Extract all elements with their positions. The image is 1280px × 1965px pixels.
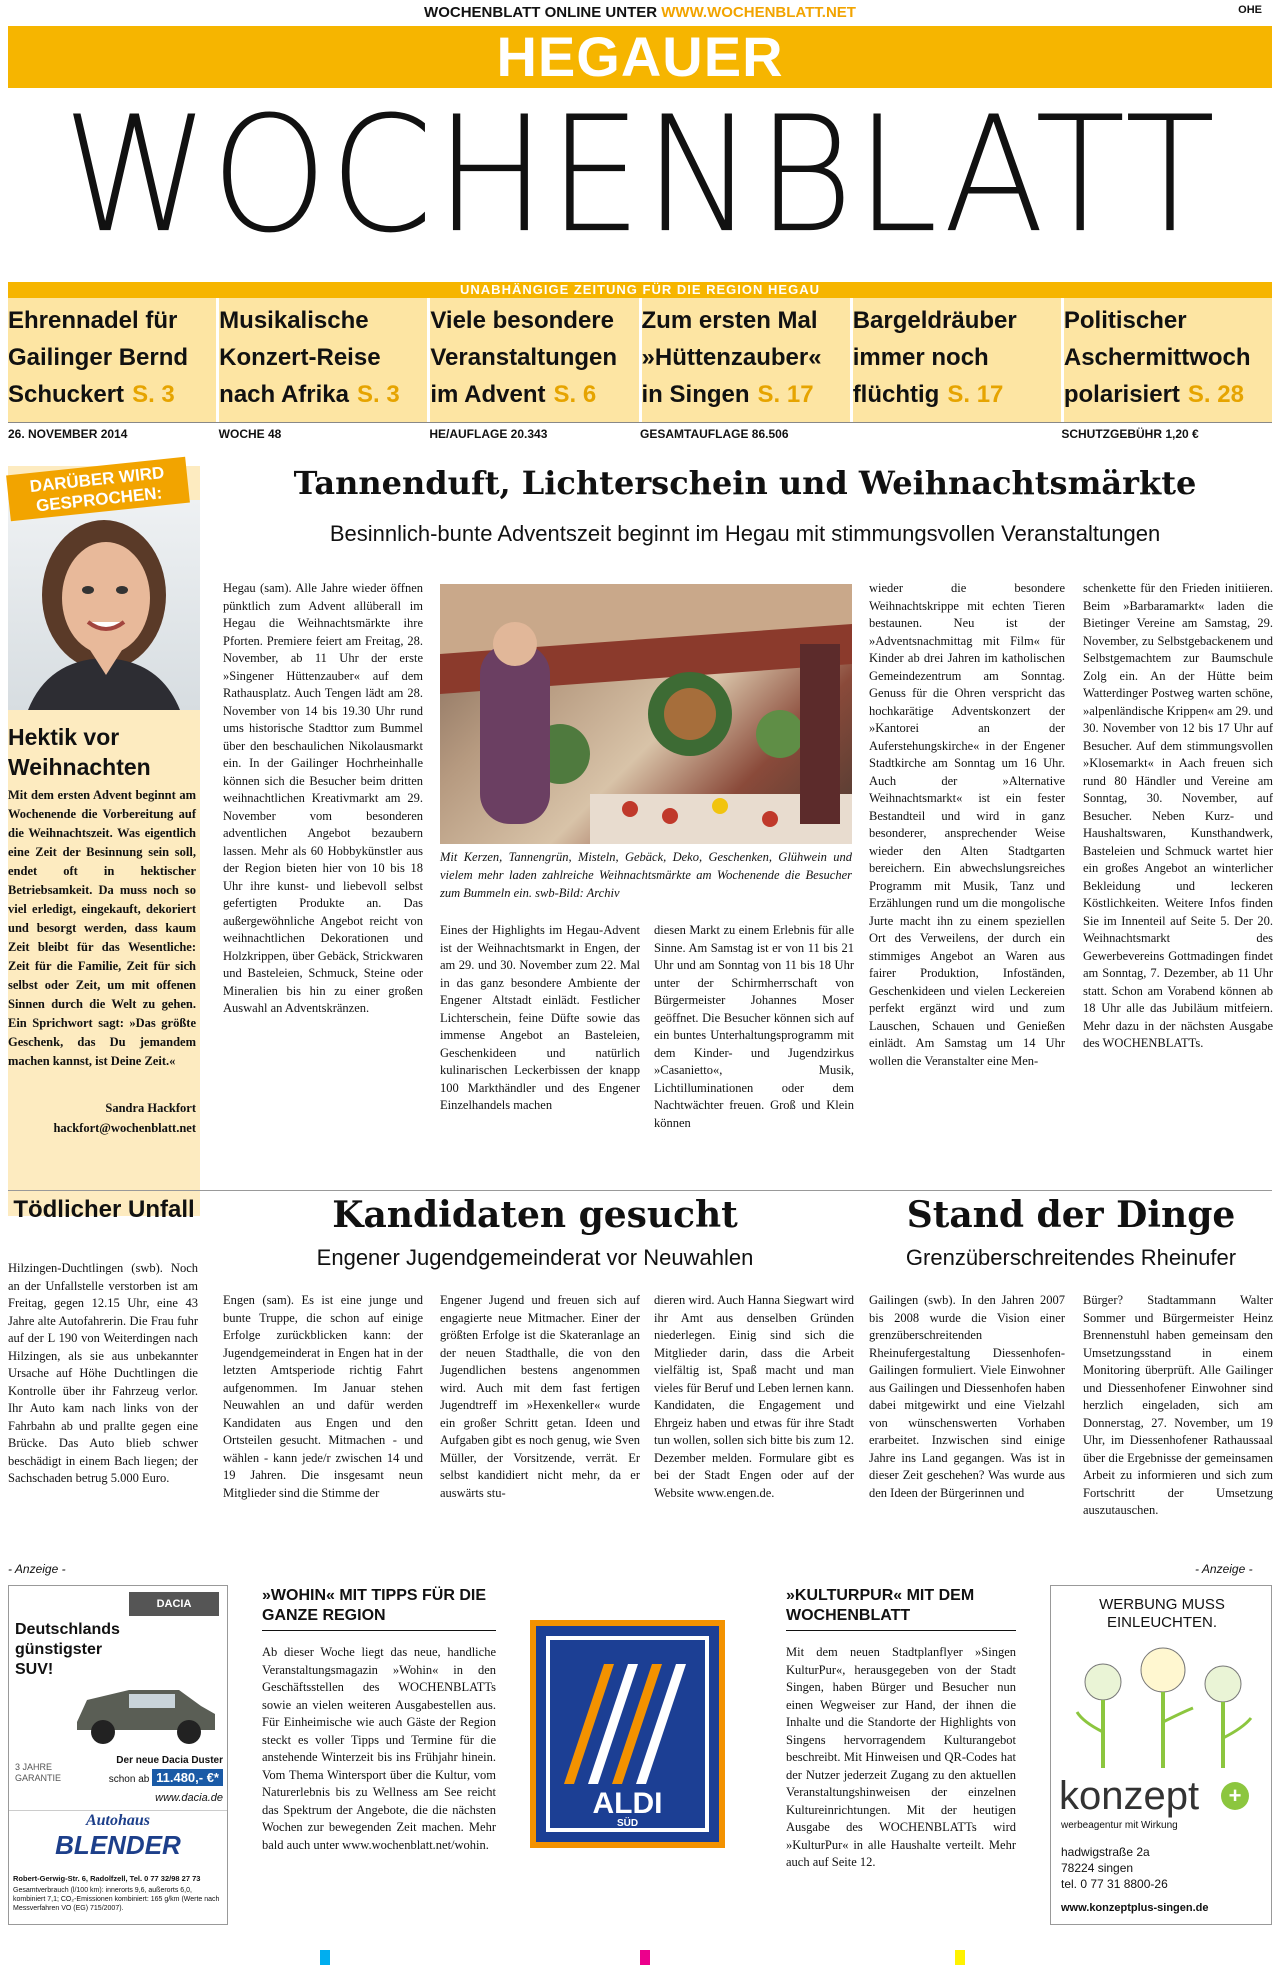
konzept-tagline: werbeagentur mit Wirkung: [1061, 1820, 1178, 1831]
registration-mark: [955, 1950, 965, 1965]
teaser-line: Veranstaltungen: [430, 344, 618, 371]
konzept-city: 78224 singen: [1061, 1861, 1134, 1875]
teaser-line: Konzert-Reise: [219, 344, 381, 371]
teaser-line: in Singen: [641, 381, 750, 408]
teaser-line: Bargeldräuber: [852, 307, 1017, 334]
dealer-address: Robert-Gerwig-Str. 6, Radolfzell, Tel. 0 77 32/98 27 73: [13, 1874, 201, 1883]
teaser-line: Ehrennadel für: [8, 307, 178, 334]
christmas-market-photo: [440, 584, 852, 844]
registration-mark: [320, 1950, 330, 1965]
dealer-script: Autohaus: [85, 1812, 151, 1829]
teaser-line: Schuckert: [8, 381, 125, 408]
title-rule: [262, 1630, 496, 1631]
teaser-page: S. 17: [947, 381, 1004, 408]
dacia-headline: Deutschlands günstigster SUV!: [15, 1621, 120, 1678]
emissions-fineprint: Gesamtverbrauch (l/100 km): innerorts 9,6, außerorts 6,0, kombiniert 7,1; CO₂-Emissionen kombiniert: 165 g/km (Werte nach Messverfahren VO (EG) 715/2007).: [13, 1887, 220, 1912]
slogan: UNABHÄNGIGE ZEITUNG FÜR DIE REGION HEGAU: [8, 282, 1272, 298]
aldi-ad[interactable]: [530, 1620, 725, 1848]
unfall-title: Tödlicher Unfall: [13, 1196, 195, 1223]
issue-week: WOCHE 48: [218, 427, 282, 441]
circulation-total: GESAMTAUFLAGE 86.506: [640, 427, 789, 441]
teaser-item[interactable]: [642, 298, 853, 422]
teaser-item[interactable]: [8, 298, 219, 422]
kolumne-email[interactable]: hackfort@wochenblatt.net: [53, 1121, 196, 1135]
stand-column-2: Bürger? Stadtammann Walter Sommer und Bürgermeister Heinz Brennenstuhl haben gemeinsam den Umsetzungsstand in einem Monitoring überprüft. Alle Gailinger und Diessenhofener Einwohner sind herzlich eingeladen, sich am Donnerstag, 27. November, um 19 Uhr, im Diessenhofener Rathaussaal über die Ergebnisse der gemeinsamen Arbeit zu informieren und sich zum Fortschritt der Umsetzung auszutauschen.: [1083, 1293, 1273, 1517]
konzept-brand: konzept: [1059, 1774, 1200, 1818]
kulturpur-body: Mit dem neuen Stadtplanflyer »Singen KulturPur«, herausgegeben von der Stadt Singen, haben Bürger und Besucher nun einen Wegweiser zur Hand, der ihnen die Inhalte und die Standorte der Highlights von Singens hervorragendem Kulturangebot beschreibt. Mit Hinweisen und QR-Codes hat der Nutzer jederzeit Zugang zu den aktuellen Veranstaltungshinweisen der einzelnen Kultureinrichtungen. Mit der heutigen Ausgabe des WOCHENBLATTs wird »KulturPur« in alle Haushalte verteilt. Mehr auch auf Seite 12.: [786, 1645, 1016, 1869]
konzept-street: hadwigstraße 2a: [1061, 1845, 1150, 1859]
wohin-title: »WOHIN« MIT TIPPS FÜR DIE GANZE REGION: [262, 1587, 487, 1624]
stand-subhead: Grenzüberschreitendes Rheinufer: [905, 1245, 1237, 1270]
issue-date: 26. NOVEMBER 2014: [8, 427, 128, 441]
author-portrait: [8, 500, 200, 710]
ad-label: - Anzeige -: [8, 1562, 66, 1576]
teaser-page: S. 6: [553, 381, 597, 408]
online-prefix: WOCHENBLATT ONLINE UNTER: [424, 4, 658, 21]
konzept-plus-icon: +: [1221, 1782, 1249, 1810]
kandidaten-column-3: dieren wird. Auch Hanna Siegwart wird ihr Amt aus denselben Gründen niederlegen. Einig sind sich die Mitglieder darin, dass die Arbeit vielfältig ist, Spaß macht und man vieles für Beruf und Leben lernen kann. Kandidaten, die Engagement und Ehrgeiz haben und etwas für ihre Stadt tun wollen, sollen sich bitte bis zum 12. Dezember melden. Formulare gibt es bei der Stadt Engen oder auf der Website www.engen.de.: [654, 1293, 854, 1500]
light-bulbs-icon: [1063, 1642, 1263, 1772]
title-top: HEGAUER: [496, 25, 784, 88]
ad-label: - Anzeige -: [1195, 1562, 1253, 1576]
dealer-name: BLENDER: [55, 1830, 181, 1860]
dacia-logo: DACIA: [129, 1592, 219, 1616]
online-banner: [0, 0, 1280, 26]
lead-subhead: Besinnlich-bunte Adventszeit beginnt im Hegau mit stimmungsvollen Veranstaltungen: [329, 521, 1161, 546]
lead-column-5: schenkette für den Frieden initiieren. Beim »Barbaramarkt« laden die Bietinger Vereine am Samstag, 29. November, zu Selbstgebackenem und Selbstgemachtem zur Baumschule Zolg ein. An der Hütte beim Watterdinger Postweg warten schöne, »alpenländische Krippen« am 29. und 30. November von 12 bis 17 Uhr auf Besucher. Auf dem stimmungsvollen »Klosemarkt« in Aach freuen sich rund 80 Händler und Vereine am Sonntag, 30. November, auf Besucher. Neben Kurz- und Haushaltswaren, Kunsthandwerk, Basteleien und Schmuck wartet hier ein großes Angebot an winterlicher Bekleidung und leckeren Köstlichkeiten. Weitere Infos finden Sie im Innenteil auf Seite 5. Der 20. Weihnachtsmarkt des Gewerbevereins Gottmadingen findet am Sonntag, 7. Dezember, ab 11 Uhr statt. Schon am Vorabend können ab 18 Uhr alle das Jubiläum mitfeiern. Mehr dazu in der nächsten Ausgabe des WOCHENBLATTs.: [1083, 581, 1273, 1050]
price-tag: 11.480,- €*: [152, 1769, 223, 1786]
dacia-url[interactable]: www.dacia.de: [155, 1792, 223, 1804]
price-prefix: schon ab: [108, 1774, 150, 1785]
lead-column-4: wieder die besondere Weihnachtskrippe mit echten Tieren bestaunen. Neu ist der »Adventsnachmittag mit Film« für Kinder ab drei Jahren im katholischen Gemeindezentrum am Sonntag. Genuss für die Ohren verspricht das hochkarätige Adventskonzert der »Kantorei an der Auferstehungskirche« in der Engener Stadtkirche am Sonntag um 16 Uhr. Auch der »Alternative Weihnachtsmarkt« ist ein fester Bestandteil und wird in ganz besonderer, ansprechender Weise wieder den Alten Stadtgarten bereichern. Ein abwechslungsreiches Programm mit Musik, Tanz und Erzählungen rund um die mongolische Jurte macht ihn zu einem speziellen Ort des Verweilens, der durch ein stimmiges Angebot an Waren aus fairer Produktion, Infoständen, Geschenkideen und vielen Leckereien perfekt ergänzt wird und zum Lauschen, Schauen und Genießen einlädt. Am Samstag um 14 Uhr wollen die Veranstalter eine Men-: [869, 581, 1065, 1068]
teaser-bar: [8, 298, 1272, 422]
kandidaten-column-1: Engen (sam). Es ist eine junge und bunte Truppe, die schon auf einige Erfolge zurückblicken kann: der Jugendgemeinderat in Engen hat in der letzten Amtsperiode richtig Fahrt aufgenommen. Im Januar stehen Neuwahlen an und dafür werden Kandidaten aus Engen und den Ortsteilen gesucht. Mitmachen - und wählen - kann jede/r zwischen 14 und 19 Jahren. Die insgesamt neun Mitglieder sind die Stimme der: [223, 1293, 423, 1500]
konzept-ad[interactable]: [1050, 1585, 1272, 1925]
kandidaten-headline: Kandidaten gesucht: [332, 1194, 738, 1236]
wohin-body: Ab dieser Woche liegt das neue, handliche Veranstaltungsmagazin »Wohin« in den Geschäftsstellen des WOCHENBLATTs sowie an vielen weiteren Ausgabestellen aus. Für Einheimische wie auch Gäste der Region steckt es voller Tipps und Termine für die anstehende Winterzeit bis ins Frühjahr hinein. Vom Thema Wintersport über die Kultur, vom Naturerlebnis bis zu Wellness am See reicht das Spektrum der Angebote, die die nächsten Wochen zur bewegenden Zeit machen. Mehr bald auch unter www.wochenblatt.net/wohin.: [262, 1645, 496, 1852]
kolumne-badge: DARÜBER WIRD GESPROCHEN:: [6, 457, 190, 522]
konzept-slogan: WERBUNG MUSS EINLEUCHTEN.: [1099, 1596, 1225, 1631]
teaser-page: S. 28: [1187, 381, 1244, 408]
teaser-page: S. 3: [357, 381, 400, 408]
stand-headline: Stand der Dinge: [906, 1194, 1236, 1236]
teaser-item[interactable]: [1064, 298, 1272, 422]
teaser-line: »Hüttenzauber«: [641, 344, 822, 371]
aldi-region: SÜD: [616, 1818, 639, 1829]
teaser-item[interactable]: [219, 298, 430, 422]
kolumne-author: Sandra Hackfort: [105, 1101, 196, 1115]
online-url[interactable]: WWW.WOCHENBLATT.NET: [661, 4, 856, 21]
konzept-url[interactable]: www.konzeptplus-singen.de: [1061, 1902, 1209, 1914]
protection-fee: SCHUTZGEBÜHR 1,20 €: [1061, 427, 1199, 441]
stand-column-1: Gailingen (swb). In den Jahren 2007 bis 2008 wurde die Vision einer grenzüberschreitenden Rheinufergestaltung Diessenhofen-Gailingen formuliert. Viele Einwohner aus Gailingen und Diessenhofen haben dabei mitgewirkt und eine Vielzahl von wünschenswerten Vorhaben erarbeitet. Inzwischen sind einige Jahre ins Land gegangen. Was ist in dieser Zeit geschehen? Was wurde aus den Ideen der Bürgerinnen und: [869, 1293, 1065, 1500]
teaser-item[interactable]: [853, 298, 1064, 422]
teaser-line: polarisiert: [1063, 381, 1180, 408]
dacia-ad[interactable]: [8, 1585, 228, 1925]
kolumne-title: Hektik vor Weihnachten: [8, 724, 151, 780]
teaser-page: S. 3: [132, 381, 175, 408]
teaser-line: Viele besondere: [430, 307, 614, 334]
kandidaten-column-2: Engener Jugend und freuen sich auf engagierte neue Mitmacher. Einer der größten Erfolge ist die Skateranlage an der neuen Stadthalle, die von den Jugendlichen bestens angenommen wird. Auch mit dem fast fertigen Jugendtreff im »Hexenkeller« wurde ein großer Schritt getan. Ideen und Aufgaben gibt es noch genug, wie Sven Müller, der Vorsitzende, verrät. Er selbst kandidiert nicht mehr, da er auswärts stu-: [440, 1293, 640, 1500]
teaser-line: Zum ersten Mal: [641, 307, 818, 334]
teaser-line: nach Afrika: [219, 381, 349, 408]
lead-column-3: diesen Markt zu einem Erlebnis für alle Sinne. Am Samstag ist er von 11 bis 21 Uhr und am Sonntag von 11 bis 18 Uhr unter der Schirmherrschaft von Bürgermeister Johannes Moser geöffnet. Die Besucher können sich auf ein buntes Unterhaltungsprogramm mit dem Kinder- und Jugendzirkus »Casanietto«, Musik, Lichtilluminationen oder dem Nachtwächter freuen. Groß und Klein können: [654, 923, 854, 1130]
teaser-line: Musikalische: [219, 307, 369, 334]
kolumne-body: Mit dem ersten Advent beginnt am Wochenende die Vorbereitung auf die Weihnachtszeit. Was eigentlich eine Zeit der Besinnung sein soll, endet oft in hektischer Betriebsamkeit. Da muss noch so viel erledigt, eingekauft, dekoriert und besorgt werden, dass kaum Zeit bleibt für das Wesentliche: Zeit für die Familie, Zeit für sich selbst oder Zeit, um mit offenen Sinnen durch die Welt zu gehen. Ein Sprichwort sagt: »Das größte Geschenk, das Du jemandem machen kannst, ist Deine Zeit.«: [8, 788, 196, 1068]
edition-code: OHE: [1238, 4, 1262, 16]
kulturpur-title: »KULTURPUR« MIT DEM WOCHENBLATT: [786, 1587, 975, 1624]
teaser-line: Aschermittwoch: [1063, 344, 1251, 371]
teaser-line: flüchtig: [852, 381, 940, 408]
circulation-he: HE/AUFLAGE 20.343: [429, 427, 548, 441]
lead-headline: Tannenduft, Lichterschein und Weihnachtsmärkte: [293, 464, 1197, 502]
title-main: WOCHENBLATT: [62, 82, 1218, 268]
lead-column-2: Eines der Highlights im Hegau-Advent ist der Weihnachtsmarkt in Engen, der am 29. und 30. November zum 22. Mal in das ganz besondere Ambiente der Engener Altstadt einlädt. Festlicher Lichterschein, feine Düfte sowie das immense Angebot an Basteleien, Geschenkideen und natürlich kulinarischen Leckerbissen der knapp 100 Markthändler und des Engener Einzelhandels machen: [440, 923, 640, 1112]
suv-illustration: [69, 1678, 219, 1748]
teaser-line: im Advent: [430, 381, 546, 408]
teaser-line: immer noch: [852, 344, 989, 371]
photo-caption: Mit Kerzen, Tannengrün, Misteln, Gebäck, Deko, Geschenken, Glühwein und vielem mehr laden zahlreiche Weihnachtsmärkte am Wochenende die Besucher zum Bummeln ein. swb-Bild: Archiv: [440, 850, 852, 900]
registration-mark: [640, 1950, 650, 1965]
konzept-phone: tel. 0 77 31 8800-26: [1061, 1877, 1168, 1891]
teaser-item[interactable]: [430, 298, 641, 422]
issue-info-bar: [8, 422, 1272, 444]
unfall-body: Hilzingen-Duchtlingen (swb). Noch an der Unfallstelle verstorben ist am Freitag, gegen 12.15 Uhr, eine 43 Jahre alte Autofahrerin. Die Frau fuhr auf der L 190 von Weiterdingen nach Hilzingen, als sie aus unbekannter Ursache auf Höhe Duchtlingen die Kontrolle über ihr Fahrzeug verlor. Ihr Auto kam nach links von der Fahrbahn ab und prallte gegen eine Brücke. Das Auto blieb schwer beschädigt in einem Bach liegen; der Sachschaden betrug 5.000 Euro.: [8, 1261, 198, 1485]
teaser-line: Gailinger Bernd: [8, 344, 189, 371]
lead-column-1: Hegau (sam). Alle Jahre wieder öffnen pünktlich zum Advent allüberall im Hegau die Weihnachtsmärkte ihre Pforten. Premiere feiert am Freitag, 28. November, ab 11 Uhr der erste »Singener Hüttenzauber« auf dem Rathausplatz. Auch Tengen lädt am 28. November von 14 bis 19.30 Uhr rund ums historische Stadttor zum Bummel über den beschaulichen Nikolausmarkt ein. In der Gailinger Hochrheinhalle können sich die Besucher beim dritten weihnachtlichen Kreativmarkt am 29. November vom besonderen adventlichen Angebot bezaubern lassen. Mehr als 60 Hobbykünstler aus der Region bieten hier von 10 bis 18 Uhr ihre kunst- und liebevoll selbst gefertigten Produkte an. Das außergewöhnliche Angebot reicht von weihnachtlichen Dekorationen und Holzkrippen, über Gebäck, Strickwaren und Basteleien, Schmuck, Steine oder Mineralien bis hin zu einer großen Auswahl an Adventskränzen.: [223, 581, 423, 1015]
kandidaten-subhead: Engener Jugendgemeinderat vor Neuwahlen: [316, 1245, 754, 1270]
teaser-line: Politischer: [1063, 307, 1187, 334]
teaser-page: S. 17: [757, 381, 814, 408]
section-divider: [8, 1190, 1272, 1191]
title-rule: [786, 1630, 1016, 1631]
warranty-badge: 3 JAHRE GARANTIE: [15, 1762, 62, 1783]
dacia-model: Der neue Dacia Duster: [116, 1755, 223, 1766]
aldi-brand: ALDI: [592, 1787, 663, 1820]
